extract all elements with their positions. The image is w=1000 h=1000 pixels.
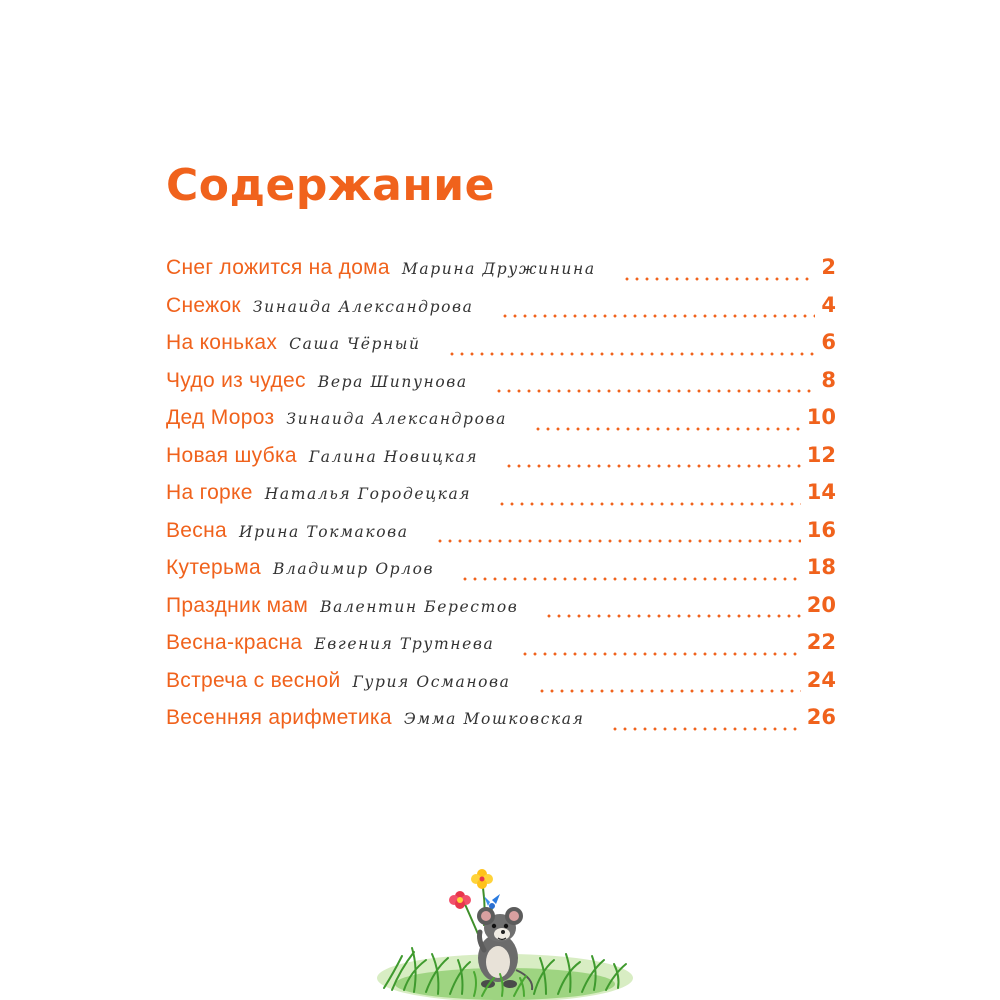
entry-author: Валентин Берестов <box>320 597 519 616</box>
entry-page-number: 4 <box>821 292 836 317</box>
entry-page-number: 26 <box>806 705 836 729</box>
entry-page-number: 12 <box>806 442 836 467</box>
entry-title: Весна <box>166 518 227 542</box>
entry-page-number: 2 <box>821 255 836 279</box>
dot-leader <box>500 313 816 319</box>
entry-title: Дед Мороз <box>166 406 275 429</box>
dot-leader <box>533 426 801 432</box>
toc-entry[interactable] <box>166 705 836 743</box>
dot-leader <box>544 613 800 619</box>
entry-author: Зинаида Александрова <box>252 297 474 316</box>
entry-page-number: 24 <box>806 667 836 692</box>
entry-title: Снег ложится на дома <box>166 256 390 279</box>
toc-entry[interactable] <box>166 593 836 631</box>
dot-leader <box>435 538 801 544</box>
entry-author: Саша Чёрный <box>289 335 421 353</box>
toc-entry[interactable] <box>166 630 836 668</box>
toc-entry[interactable] <box>166 518 836 556</box>
entry-title: Кутерьма <box>166 556 261 579</box>
entry-title: Новая шубка <box>166 443 297 467</box>
entry-title: На горке <box>166 481 253 504</box>
entry-title: Весенняя арифметика <box>166 706 392 729</box>
toc-entry[interactable] <box>166 405 836 443</box>
entry-page-number: 8 <box>821 367 836 392</box>
toc-entry[interactable] <box>166 668 836 706</box>
page-title: Содержание <box>166 160 495 211</box>
entry-page-number: 18 <box>806 555 836 579</box>
toc-entry[interactable] <box>166 330 836 368</box>
dot-leader <box>622 276 816 282</box>
entry-page-number: 14 <box>806 480 836 504</box>
entry-page-number: 22 <box>806 630 836 654</box>
dot-leader <box>537 688 801 694</box>
dot-leader <box>520 651 800 657</box>
entry-author: Марина Дружинина <box>401 260 596 278</box>
entry-title: Весна-красна <box>166 631 303 654</box>
entry-author: Эмма Мошковская <box>403 710 585 728</box>
entry-author: Вера Шипунова <box>317 372 468 391</box>
dot-leader <box>494 388 816 394</box>
toc-entry[interactable] <box>166 443 836 481</box>
entry-page-number: 16 <box>806 517 836 542</box>
toc-entry[interactable] <box>166 368 836 406</box>
entry-page-number: 6 <box>821 330 836 354</box>
entry-title: Чудо из чудес <box>166 368 306 392</box>
entry-title: Праздник мам <box>166 593 309 617</box>
dot-leader <box>460 576 801 582</box>
entry-author: Евгения Трутнева <box>314 635 495 653</box>
entry-page-number: 10 <box>806 405 836 429</box>
toc-entry[interactable] <box>166 255 836 293</box>
entry-author: Ирина Токмакова <box>238 522 409 541</box>
entry-author: Галина Новицкая <box>308 447 479 466</box>
mouse-with-flowers-in-grass-icon <box>374 860 636 1000</box>
dot-leader <box>497 501 801 507</box>
entry-title: Встреча с весной <box>166 668 341 692</box>
table-of-contents <box>166 255 836 743</box>
dot-leader <box>504 463 801 469</box>
entry-title: На коньках <box>166 331 278 354</box>
entry-author: Наталья Городецкая <box>264 485 472 503</box>
entry-author: Гурия Османова <box>352 672 511 691</box>
dot-leader <box>610 726 800 732</box>
toc-entry[interactable] <box>166 293 836 331</box>
entry-page-number: 20 <box>806 592 836 617</box>
toc-entry[interactable] <box>166 555 836 593</box>
dot-leader <box>447 351 816 357</box>
entry-author: Владимир Орлов <box>272 560 435 578</box>
entry-title: Снежок <box>166 293 241 317</box>
entry-author: Зинаида Александрова <box>286 410 507 428</box>
toc-entry[interactable] <box>166 480 836 518</box>
